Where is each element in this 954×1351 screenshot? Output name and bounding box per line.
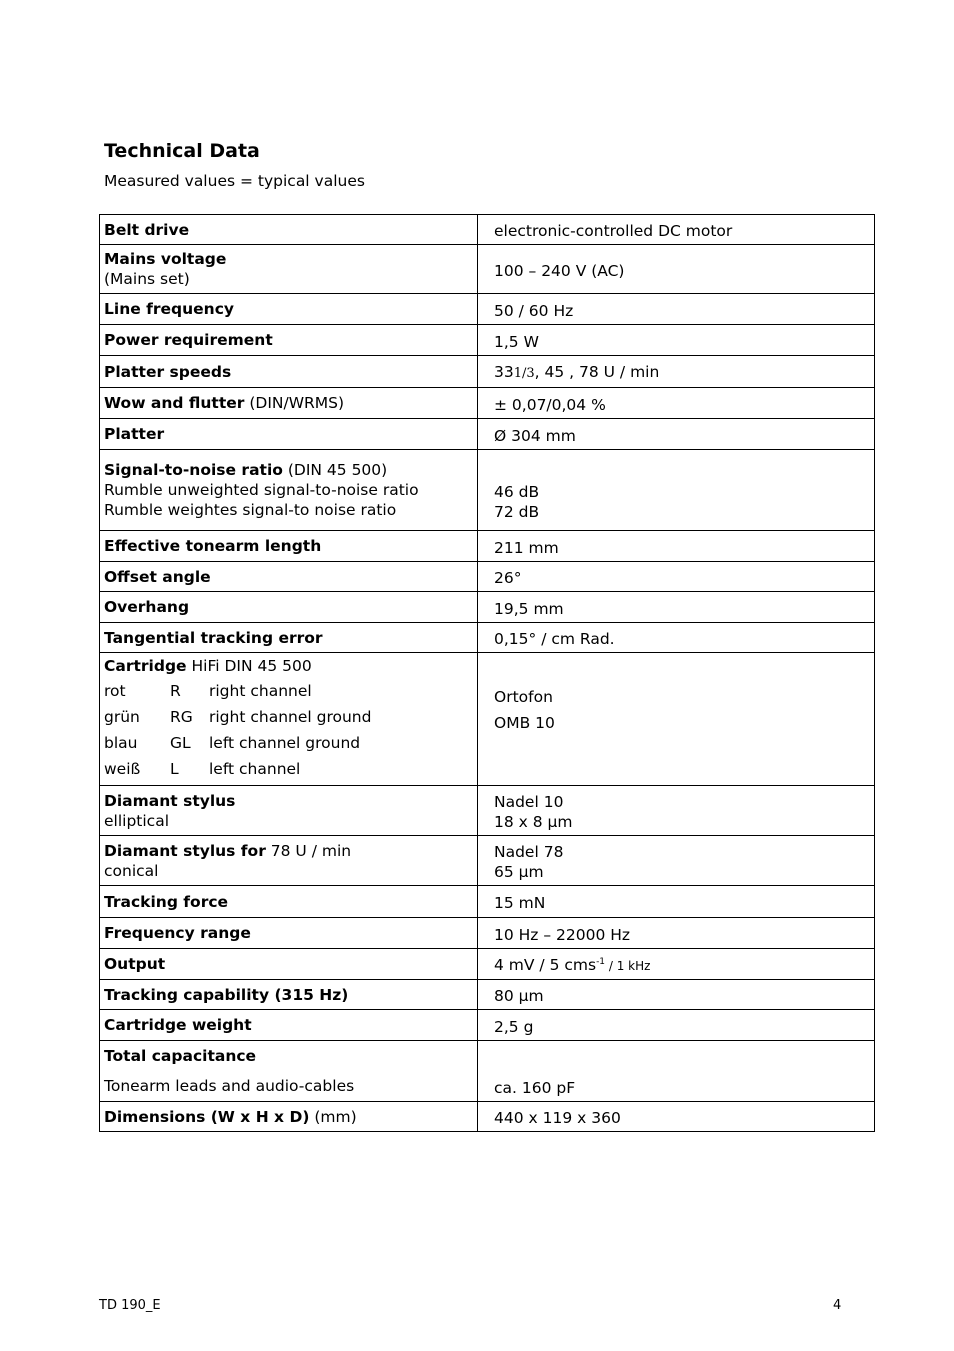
row-value-line: 18 x 8 µm xyxy=(494,813,573,831)
table-row xyxy=(100,294,875,325)
footer-page-number: 4 xyxy=(833,1298,842,1313)
row-label-main: Dimensions (W x H x D) xyxy=(104,1107,310,1126)
channel-color: weiß xyxy=(104,760,141,778)
channel-code: GL xyxy=(170,734,191,752)
row-label xyxy=(100,836,478,886)
row-value: 80 µm xyxy=(478,980,875,1010)
table-row xyxy=(100,356,875,388)
row-label: Output xyxy=(100,949,478,980)
table-row xyxy=(100,1041,875,1102)
row-value xyxy=(478,836,875,886)
row-label: Tracking force xyxy=(100,886,478,918)
table-row xyxy=(100,388,875,419)
row-value: 15 mN xyxy=(478,886,875,918)
row-value xyxy=(478,653,875,786)
row-label-extra: (DIN/WRMS) xyxy=(244,394,345,412)
row-value xyxy=(478,356,875,388)
table-row xyxy=(100,1010,875,1041)
row-label-main: Cartridge xyxy=(104,657,187,675)
channel-color: blau xyxy=(104,734,138,752)
channel-row xyxy=(104,678,473,704)
row-label: Frequency range xyxy=(100,918,478,949)
channel-desc: right channel ground xyxy=(209,708,372,726)
row-value: Ø 304 mm xyxy=(478,419,875,450)
table-row xyxy=(100,562,875,592)
row-value-line: Nadel 78 xyxy=(494,843,564,861)
table-row xyxy=(100,980,875,1010)
channel-desc: right channel xyxy=(209,682,312,700)
table-row xyxy=(100,786,875,836)
output-exponent: -1 xyxy=(596,956,606,967)
table-row xyxy=(100,623,875,653)
row-label-sub: (Mains set) xyxy=(104,270,190,288)
row-label xyxy=(100,388,478,419)
table-row xyxy=(100,918,875,949)
footer-document-id: TD 190_E xyxy=(99,1298,161,1313)
row-label: Tangential tracking error xyxy=(100,623,478,653)
channel-desc: left channel ground xyxy=(209,734,361,752)
speed-value-b: , 45 , 78 U / min xyxy=(534,363,660,381)
row-value xyxy=(478,450,875,531)
channel-color: rot xyxy=(104,682,126,700)
row-label: Platter xyxy=(100,419,478,450)
channel-desc: left channel xyxy=(209,760,301,778)
table-row xyxy=(100,325,875,356)
channel-code: R xyxy=(170,682,181,700)
row-label-main: Diamant stylus xyxy=(104,791,236,810)
row-value: ± 0,07/0,04 % xyxy=(478,388,875,419)
row-label: Effective tonearm length xyxy=(100,531,478,562)
row-label-sub: Tonearm leads and audio-cables xyxy=(104,1077,355,1095)
row-label-main: Diamant stylus for xyxy=(104,841,266,860)
row-label: Cartridge weight xyxy=(100,1010,478,1041)
row-label: Belt drive xyxy=(100,215,478,245)
row-value: 50 / 60 Hz xyxy=(478,294,875,325)
row-label-main: Total capacitance xyxy=(104,1047,257,1065)
row-value xyxy=(478,949,875,980)
table-row xyxy=(100,886,875,918)
technical-data-table xyxy=(99,214,875,1132)
row-value: 19,5 mm xyxy=(478,592,875,623)
row-value-line: Nadel 10 xyxy=(494,793,564,811)
row-label xyxy=(100,786,478,836)
table-row xyxy=(100,531,875,562)
table-row xyxy=(100,419,875,450)
table-row xyxy=(100,653,875,786)
row-label xyxy=(100,1102,478,1132)
row-label xyxy=(100,450,478,531)
row-label: Tracking capability (315 Hz) xyxy=(100,980,478,1010)
row-label-line: Rumble weightes signal-to noise ratio xyxy=(104,501,397,519)
speed-value-a: 33 xyxy=(494,363,514,381)
row-label-line: Rumble unweighted signal-to-noise ratio xyxy=(104,481,419,499)
table-row xyxy=(100,450,875,531)
row-value xyxy=(478,786,875,836)
table-row xyxy=(100,215,875,245)
row-value: 26° xyxy=(478,562,875,592)
channel-row xyxy=(104,756,473,782)
row-value: 1,5 W xyxy=(478,325,875,356)
row-value: 440 x 119 x 360 xyxy=(478,1102,875,1132)
channel-code: RG xyxy=(170,708,193,726)
table-row xyxy=(100,1102,875,1132)
table-row xyxy=(100,592,875,623)
row-value: 211 mm xyxy=(478,531,875,562)
row-label-main: Mains voltage xyxy=(104,250,227,268)
row-value: ca. 160 pF xyxy=(478,1041,875,1102)
row-label xyxy=(100,245,478,294)
row-label-extra: 78 U / min xyxy=(265,841,352,860)
table-row xyxy=(100,949,875,980)
table-row xyxy=(100,836,875,886)
row-label: Power requirement xyxy=(100,325,478,356)
row-label-main: Signal-to-noise ratio xyxy=(104,461,283,479)
row-value-line: 46 dB xyxy=(494,482,540,501)
row-label xyxy=(100,653,478,786)
row-value: 10 Hz – 22000 Hz xyxy=(478,918,875,949)
row-value-line: OMB 10 xyxy=(494,714,555,732)
table-row xyxy=(100,245,875,294)
row-label: Overhang xyxy=(100,592,478,623)
row-label: Platter speeds xyxy=(100,356,478,388)
row-value: electronic-controlled DC motor xyxy=(478,215,875,245)
channel-code: L xyxy=(170,760,179,778)
channel-row xyxy=(104,704,473,730)
channel-color: grün xyxy=(104,708,140,726)
channel-row xyxy=(104,730,473,756)
row-label-main: Wow and flutter xyxy=(104,394,245,412)
row-value-line: 65 µm xyxy=(494,863,544,881)
row-label-extra: (mm) xyxy=(309,1107,357,1126)
row-value: 0,15° / cm Rad. xyxy=(478,623,875,653)
row-value-line: Ortofon xyxy=(494,688,553,706)
row-value-line: 72 dB xyxy=(494,502,540,521)
output-value: 4 mV / 5 cms xyxy=(494,956,597,974)
speed-fraction: 1/3 xyxy=(513,366,535,381)
page-subtitle: Measured values = typical values xyxy=(104,172,365,190)
row-label: Offset angle xyxy=(100,562,478,592)
output-tail: / 1 kHz xyxy=(605,959,651,973)
row-label-extra: HiFi DIN 45 500 xyxy=(186,657,312,675)
row-label-sub: conical xyxy=(104,861,159,880)
row-value: 2,5 g xyxy=(478,1010,875,1041)
row-label-extra: (DIN 45 500) xyxy=(282,461,388,479)
page-title: Technical Data xyxy=(104,140,260,162)
row-value: 100 – 240 V (AC) xyxy=(478,245,875,294)
row-label xyxy=(100,1041,478,1102)
row-label-sub: elliptical xyxy=(104,811,170,830)
row-label: Line frequency xyxy=(100,294,478,325)
